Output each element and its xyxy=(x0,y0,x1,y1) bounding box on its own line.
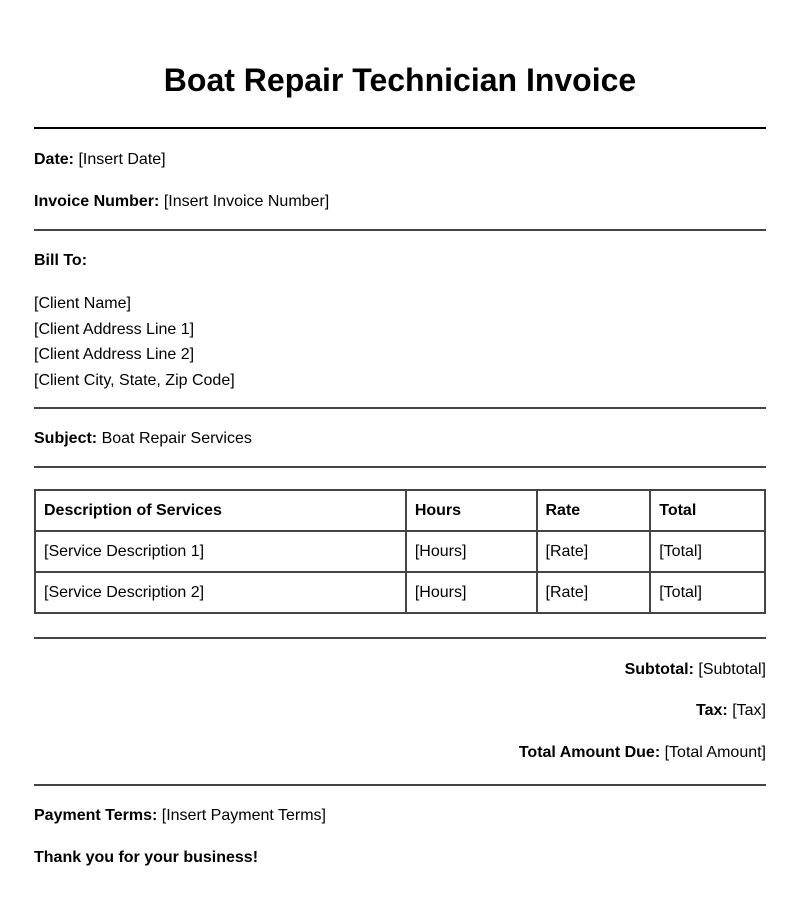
total-cell: [Total] xyxy=(650,572,765,613)
payment-terms-row xyxy=(34,806,326,826)
divider xyxy=(34,466,766,468)
column-header-description: Description of Services xyxy=(35,490,406,531)
closing-message: Thank you for your business! xyxy=(34,849,259,866)
subtotal-label: Subtotal: xyxy=(624,661,694,678)
invoice-title: Boat Repair Technician Invoice xyxy=(163,62,637,98)
bill-to-label: Bill To: xyxy=(34,252,88,269)
table-header-row xyxy=(35,490,765,531)
invoice-number-label: Invoice Number: xyxy=(34,193,160,210)
subject-row xyxy=(34,429,252,449)
subtotal-value: [Subtotal] xyxy=(698,661,766,678)
divider xyxy=(34,784,766,786)
divider xyxy=(34,637,766,639)
rate-cell: [Rate] xyxy=(537,572,651,613)
subject-value: Boat Repair Services xyxy=(101,430,252,447)
date-label: Date: xyxy=(34,151,75,168)
service-description-cell: [Service Description 2] xyxy=(35,572,406,613)
total-amount-label: Total Amount Due: xyxy=(518,744,661,761)
hours-cell: [Hours] xyxy=(406,572,537,613)
invoice-number-row xyxy=(34,192,329,212)
total-amount-row xyxy=(519,743,766,763)
bill-to-address xyxy=(34,291,235,394)
invoice-number-value: [Insert Invoice Number] xyxy=(163,193,330,210)
tax-value: [Tax] xyxy=(732,702,766,719)
date-row xyxy=(34,150,166,170)
client-address-line-1: [Client Address Line 1] xyxy=(34,320,195,338)
hours-cell: [Hours] xyxy=(406,531,537,572)
date-value: [Insert Date] xyxy=(78,151,166,168)
service-description-cell: [Service Description 1] xyxy=(35,531,406,572)
total-cell: [Total] xyxy=(650,531,765,572)
divider xyxy=(34,407,766,409)
table-row xyxy=(35,572,765,613)
tax-label: Tax: xyxy=(696,702,728,719)
rate-cell: [Rate] xyxy=(537,531,651,572)
payment-terms-value: [Insert Payment Terms] xyxy=(161,807,326,824)
column-header-total: Total xyxy=(650,490,765,531)
table-row xyxy=(35,531,765,572)
client-city-state-zip: [Client City, State, Zip Code] xyxy=(34,372,235,390)
divider xyxy=(34,229,766,231)
divider xyxy=(34,127,766,129)
services-table xyxy=(34,489,766,614)
column-header-rate: Rate xyxy=(537,490,651,531)
client-address-line-2: [Client Address Line 2] xyxy=(34,346,195,364)
tax-row xyxy=(696,701,766,721)
subtotal-row xyxy=(625,660,766,680)
payment-terms-label: Payment Terms: xyxy=(34,807,158,824)
column-header-hours: Hours xyxy=(406,490,537,531)
subject-label: Subject: xyxy=(34,430,98,447)
client-name: [Client Name] xyxy=(34,295,131,312)
total-amount-value: [Total Amount] xyxy=(664,744,766,761)
